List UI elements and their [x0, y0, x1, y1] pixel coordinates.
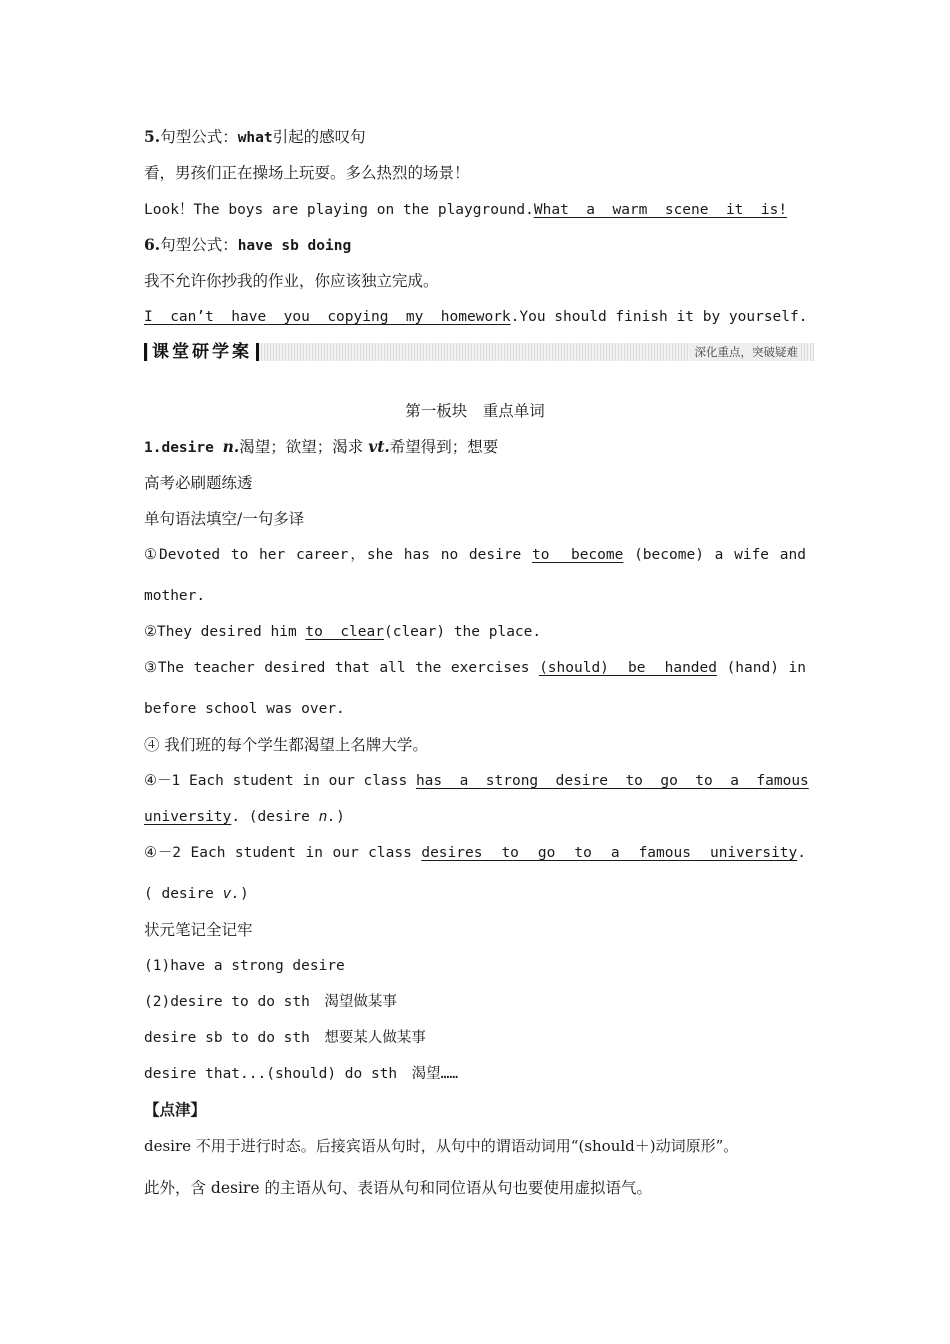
answer-blank: to clear — [305, 624, 384, 640]
sentence-text: ④－2 Each student in our class — [144, 845, 422, 861]
practice-label: 高考必刷题练透 — [144, 474, 253, 492]
part-of-speech: n. — [222, 437, 240, 456]
banner-subtitle: 深化重点，突破疑难 — [689, 343, 801, 361]
formula-description: 引起的感叹句 — [272, 128, 366, 146]
answer-blank: (should) be handed — [539, 660, 717, 676]
formula-6-chinese: 我不允许你抄我的作业，你应该独立完成。 — [144, 272, 439, 290]
formula-number: 6. — [144, 235, 161, 254]
exercise-3-line-2: before school was over. — [144, 701, 345, 717]
note-item: desire that...(should) do sth 渴望…… — [144, 1066, 459, 1082]
dianjin-paragraph-line-1: desire 不用于进行时态。后接宾语从句时，从句中的谓语动词用“(should＋)动词原形”。 — [144, 1137, 739, 1155]
note-item: (2)desire to do sth 渴望做某事 — [144, 994, 397, 1010]
sentence-text: . — [797, 845, 806, 861]
sentence-text: ①Devoted to her career，she has no desire — [144, 547, 533, 563]
formula-label: 句型公式： — [160, 236, 238, 254]
answer-blank: I can’t have you copying my homework — [144, 309, 511, 325]
part-of-speech: vt. — [368, 437, 390, 456]
dianjin-label: 【点津】 — [144, 1100, 207, 1119]
dianjin-paragraph-line-2: 此外，含 desire 的主语从句、表语从句和同位语从句也要使用虚拟语气。 — [144, 1179, 652, 1197]
formula-label: 句型公式： — [160, 128, 238, 146]
exercise-4-1-line-2 — [144, 807, 345, 827]
notes-label: 状元笔记全记牢 — [144, 921, 253, 939]
part-of-speech: v. — [222, 886, 241, 902]
note-item: (1)have a strong desire — [144, 958, 345, 974]
sentence-text: (clear) the place. — [383, 624, 542, 640]
exercise-type-label: 单句语法填空/一句多译 — [144, 510, 305, 528]
formula-keyword: what — [237, 130, 273, 146]
answer-blank: to become — [532, 547, 624, 563]
banner-title: 课堂研学案 — [148, 341, 256, 363]
formula-5-heading — [144, 127, 366, 148]
exercise-4-1-line-1 — [144, 771, 809, 791]
formula-5-english — [144, 200, 787, 220]
sentence-text: . (desire — [231, 809, 319, 825]
sentence-text: .You should finish it by yourself. — [510, 309, 808, 325]
formula-number: 5. — [144, 127, 161, 146]
exercise-3-line-1 — [144, 658, 806, 678]
word-entry-heading — [144, 437, 498, 458]
banner-divider-bar — [256, 343, 259, 361]
sentence-text: (hand) in — [717, 660, 806, 676]
sentence-text: ) — [240, 886, 249, 902]
sentence-text: Look！The boys are playing on the playground. — [144, 202, 534, 218]
exercise-1-line-2: mother. — [144, 588, 206, 604]
exercise-2 — [144, 622, 541, 642]
note-item: desire sb to do sth 想要某人做某事 — [144, 1030, 426, 1046]
exercise-4-2-line-1 — [144, 843, 806, 863]
section-title: 第一板块 重点单词 — [405, 402, 545, 420]
sentence-text: ) — [336, 809, 345, 825]
word-meaning: 希望得到；想要 — [389, 438, 499, 456]
formula-5-chinese: 看，男孩们正在操场上玩耍。多么热烈的场景！ — [144, 164, 470, 182]
sentence-text: ③The teacher desired that all the exercises — [144, 660, 540, 676]
banner-left-bar — [144, 343, 147, 361]
answer-blank: university — [144, 809, 232, 825]
part-of-speech: n. — [318, 809, 337, 825]
section-banner — [144, 341, 814, 365]
sentence-text: ( desire — [144, 886, 223, 902]
word-headword: 1.desire — [144, 440, 223, 456]
answer-blank: desires to go to a famous university — [421, 845, 798, 861]
exercise-1-line-1 — [144, 545, 806, 565]
formula-keyword: have sb doing — [237, 238, 352, 254]
sentence-text: (become) a wife and — [623, 547, 806, 563]
sentence-text: ②They desired him — [144, 624, 306, 640]
answer-blank: What a warm scene it is! — [533, 202, 788, 218]
exercise-4-2-line-2 — [144, 884, 249, 904]
sentence-text: ④－1 Each student in our class — [144, 773, 416, 789]
exercise-4-chinese: ④ 我们班的每个学生都渴望上名牌大学。 — [144, 736, 428, 754]
formula-6-heading — [144, 235, 351, 256]
word-meaning: 渴望；欲望；渴求 — [239, 438, 369, 456]
formula-6-english — [144, 307, 807, 327]
answer-blank: has a strong desire to go to a famous — [415, 773, 809, 789]
